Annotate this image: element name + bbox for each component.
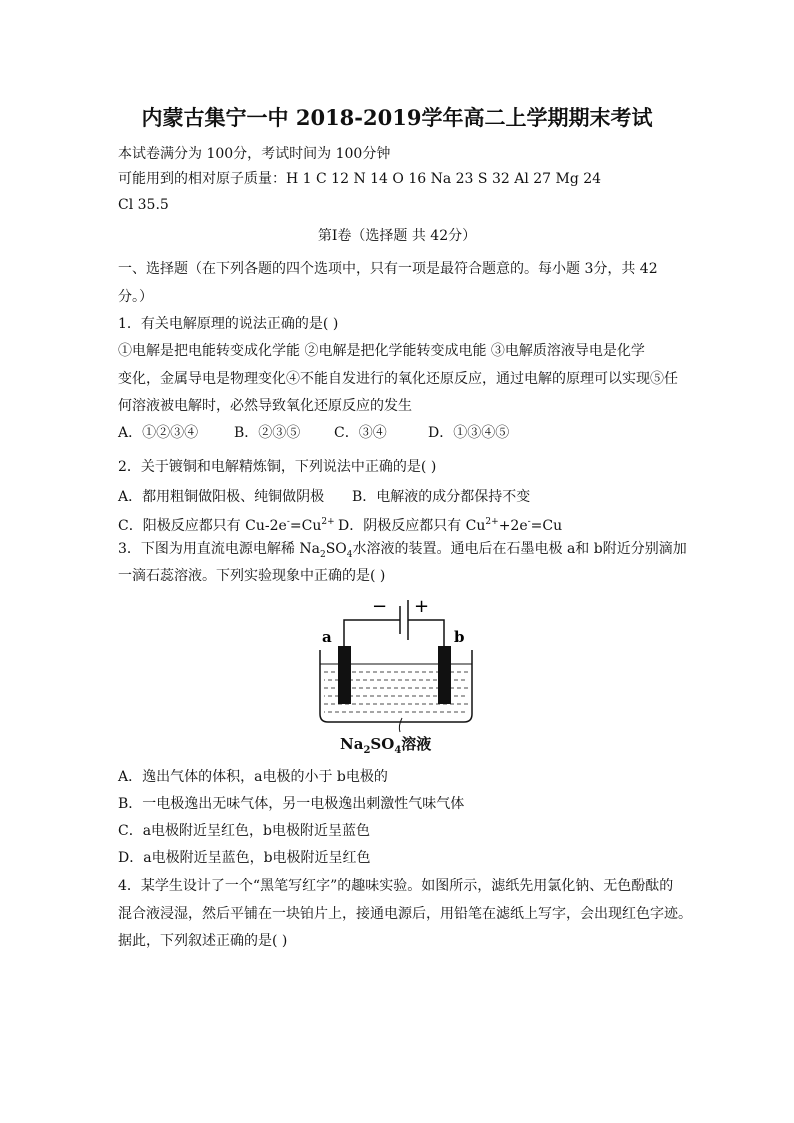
q1-text-line3: 何溶液被电解时，必然导致氧化还原反应的发生	[118, 398, 412, 414]
q1-option-d[interactable]: D．①③④⑤	[428, 425, 510, 441]
q1-option-c[interactable]: C．③④	[334, 425, 387, 441]
q3-stem-line2: 一滴石蕊溶液。下列实验现象中正确的是( )	[118, 568, 386, 584]
section-title: 第Ⅰ卷（选择题 共 42分）	[317, 228, 477, 244]
q4-stem-line2: 混合液浸湿，然后平铺在一块铂片上，接通电源后，用铅笔在滤纸上写字，会出现红色字迹。	[118, 906, 692, 922]
q2-options-row1	[118, 487, 530, 507]
q2-option-d[interactable]: D．阴极反应都只有 $Cu^{2+}+2e^-=Cu$	[338, 517, 563, 534]
electrolysis-apparatus-figure	[316, 594, 476, 754]
q1-text-line2: 变化，金属导电是物理变化④不能自发进行的氧化还原反应，通过电解的原理可以实现⑤任	[118, 371, 678, 387]
q2-option-c[interactable]: C．阳极反应都只有 $Cu-2e^-=Cu^{2+}$	[118, 517, 335, 534]
electrode-a-label: a	[322, 628, 332, 646]
q1-option-b[interactable]: B．②③⑤	[234, 425, 301, 441]
exam-info-atomic-mass: 可能用到的相对原子质量：H 1 C 12 N 14 O 16 Na 23 S 32 Al 27 Mg 24	[118, 171, 602, 187]
section-intro-line1: 一、选择题（在下列各题的四个选项中，只有一项是最符合题意的。每小题 3分，共 42	[118, 261, 658, 277]
q2-option-b[interactable]: B．电解液的成分都保持不变	[352, 489, 531, 505]
battery-minus-label: −	[372, 596, 388, 617]
q1-text-line1: ①电解是把电能转变成化学能 ②电解是把化学能转变成电能 ③电解质溶液导电是化学	[118, 343, 645, 359]
q4-stem-line3: 据此，下列叙述正确的是( )	[118, 933, 288, 949]
figure-caption: $Na_2SO_4$溶液	[340, 735, 432, 756]
q2-options-row2	[118, 512, 562, 536]
section-intro-line2: 分。）	[118, 289, 153, 305]
q1-stem: 1．有关电解原理的说法正确的是( )	[118, 316, 339, 332]
q2-stem: 2．关于镀铜和电解精炼铜，下列说法中正确的是( )	[118, 459, 437, 475]
q1-option-a[interactable]: A．①②③④	[118, 425, 199, 441]
q3-option-d[interactable]: D．a电极附近呈蓝色，b电极附近呈红色	[118, 850, 371, 866]
battery-plus-label: +	[414, 596, 430, 617]
electrode-a	[338, 646, 351, 704]
q3-stem-line1: 3．下图为用直流电源电解稀 $Na_2SO_4$水溶液的装置。通电后在石墨电极 a和 b附近分别滴加	[118, 541, 687, 560]
q3-option-c[interactable]: C．a电极附近呈红色，b电极附近呈蓝色	[118, 823, 371, 839]
exam-info-atomic-mass-cont: Cl 35.5	[118, 197, 169, 213]
electrode-b	[438, 646, 451, 704]
q2-option-a[interactable]: A．都用粗铜做阳极、纯铜做阴极	[118, 489, 325, 505]
exam-info-score: 本试卷满分为 100分，考试时间为 100分钟	[118, 146, 391, 162]
q3-option-a[interactable]: A．逸出气体的体积，a电极的小于 b电极的	[118, 769, 388, 785]
q1-options	[118, 423, 509, 443]
q3-option-b[interactable]: B．一电极逸出无味气体，另一电极逸出刺激性气味气体	[118, 796, 465, 812]
electrode-b-label: b	[454, 628, 465, 646]
exam-title: 内蒙古集宁一中 2018-2019学年高二上学期期末考试	[141, 105, 653, 130]
q4-stem-line1: 4．某学生设计了一个“黑笔写红字”的趣味实验。如图所示，滤纸先用氯化钠、无色酚酞的	[118, 878, 674, 894]
